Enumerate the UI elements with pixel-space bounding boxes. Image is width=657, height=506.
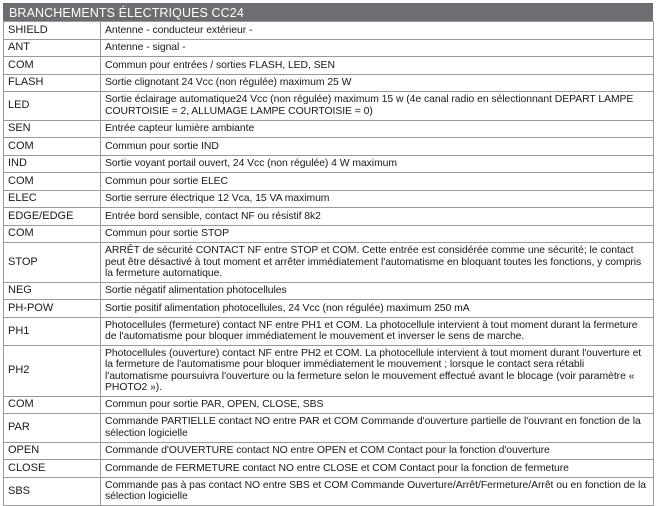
terminal-description: Commande de FERMETURE contact NO entre CLOSE et COM Contact pour la fonction de fermeture xyxy=(101,460,654,478)
table-title: BRANCHEMENTS ÉLECTRIQUES CC24 xyxy=(3,3,653,21)
terminal-description: Commun pour entrées / sorties FLASH, LED, SEN xyxy=(101,57,654,75)
terminal-label: CLOSE xyxy=(4,460,101,478)
table-row xyxy=(4,22,654,40)
table-row xyxy=(4,190,654,208)
table-row xyxy=(4,460,654,478)
table-row xyxy=(4,92,654,121)
terminal-description: Commun pour sortie ELEC xyxy=(101,173,654,191)
terminal-description: Commun pour sortie STOP xyxy=(101,225,654,243)
terminal-description: ARRÊT de sécurité CONTACT NF entre STOP et COM. Cette entrée est considérée comme une sécurité; le contact peut être désactivé à tout moment et arrêter immédiatement l'automatisme en bloquant toutes les fonctions, y compris la fermeture automatique. xyxy=(101,243,654,283)
terminal-label: PH1 xyxy=(4,317,101,346)
terminal-description: Photocellules (fermeture) contact NF entre PH1 et COM. La photocellule intervient à tout moment durant la fermeture de l'automatisme pour bloquer immédiatement le mouvement et inverser le sens de marche. xyxy=(101,317,654,346)
table-row xyxy=(4,300,654,318)
terminal-label: SHIELD xyxy=(4,22,101,40)
terminal-label: COM xyxy=(4,225,101,243)
terminal-label: OPEN xyxy=(4,442,101,460)
table-row xyxy=(4,120,654,138)
terminal-description: Antenne - conducteur extérieur - xyxy=(101,22,654,40)
terminal-label: COM xyxy=(4,138,101,156)
terminal-label: PH-POW xyxy=(4,300,101,318)
terminal-label: FLASH xyxy=(4,74,101,92)
table-row xyxy=(4,39,654,57)
terminal-label: SBS xyxy=(4,477,101,506)
terminal-description: Commun pour sortie PAR, OPEN, CLOSE, SBS xyxy=(101,396,654,414)
wiring-sheet xyxy=(3,3,653,506)
table-row xyxy=(4,155,654,173)
terminal-description: Photocellules (ouverture) contact NF entre PH2 et COM. La photocellule intervient à tout moment durant l'ouverture et la fermeture de l'automatisme pour bloquer immédiatement le mouvement ; lorsque le contact sera rétabli l'automatisme poursuivra l'ouverture ou la fermeture selon le mouvement effectué avant le blocage (voir paramètre « PHOTO2 »). xyxy=(101,346,654,397)
table-row xyxy=(4,317,654,346)
terminal-description: Sortie négatif alimentation photocellules xyxy=(101,282,654,300)
terminal-description: Sortie voyant portail ouvert, 24 Vcc (non régulée) 4 W maximum xyxy=(101,155,654,173)
terminal-label: SEN xyxy=(4,120,101,138)
terminal-label: PH2 xyxy=(4,346,101,397)
table-row xyxy=(4,346,654,397)
terminal-label: LED xyxy=(4,92,101,121)
terminal-label: PAR xyxy=(4,414,101,443)
table-row xyxy=(4,414,654,443)
table-row xyxy=(4,396,654,414)
terminal-label: COM xyxy=(4,57,101,75)
table-row xyxy=(4,138,654,156)
terminal-description: Sortie clignotant 24 Vcc (non régulée) maximum 25 W xyxy=(101,74,654,92)
terminal-description: Sortie positif alimentation photocellules, 24 Vcc (non régulée) maximum 250 mA xyxy=(101,300,654,318)
terminal-description: Entrée capteur lumière ambiante xyxy=(101,120,654,138)
wiring-table xyxy=(3,21,654,506)
terminal-label: ELEC xyxy=(4,190,101,208)
table-row xyxy=(4,243,654,283)
table-row xyxy=(4,442,654,460)
terminal-label: ANT xyxy=(4,39,101,57)
table-row xyxy=(4,477,654,506)
terminal-label: COM xyxy=(4,173,101,191)
terminal-description: Antenne - signal - xyxy=(101,39,654,57)
terminal-description: Commande PARTIELLE contact NO entre PAR et COM Commande d'ouverture partielle de l'ouvrant en fonction de la sélection logicielle xyxy=(101,414,654,443)
terminal-description: Commande d'OUVERTURE contact NO entre OPEN et COM Contact pour la fonction d'ouverture xyxy=(101,442,654,460)
terminal-description: Sortie éclairage automatique24 Vcc (non régulée) maximum 15 w (4e canal radio en sélectionnant DEPART LAMPE COURTOISIE = 2, ALLUMAGE LAMPE COURTOISIE = 0) xyxy=(101,92,654,121)
table-row xyxy=(4,208,654,226)
terminal-description: Entrée bord sensible, contact NF ou résistif 8k2 xyxy=(101,208,654,226)
table-row xyxy=(4,74,654,92)
table-row xyxy=(4,282,654,300)
terminal-label: IND xyxy=(4,155,101,173)
wiring-table-body xyxy=(4,22,654,506)
terminal-label: NEG xyxy=(4,282,101,300)
terminal-label: COM xyxy=(4,396,101,414)
table-row xyxy=(4,57,654,75)
terminal-description: Commande pas à pas contact NO entre SBS et COM Commande Ouverture/Arrêt/Fermeture/Arrêt ou en fonction de la sélection logicielle xyxy=(101,477,654,506)
terminal-description: Commun pour sortie IND xyxy=(101,138,654,156)
terminal-description: Sortie serrure électrique 12 Vca, 15 VA maximum xyxy=(101,190,654,208)
table-row xyxy=(4,225,654,243)
terminal-label: STOP xyxy=(4,243,101,283)
terminal-label: EDGE/EDGE xyxy=(4,208,101,226)
table-row xyxy=(4,173,654,191)
